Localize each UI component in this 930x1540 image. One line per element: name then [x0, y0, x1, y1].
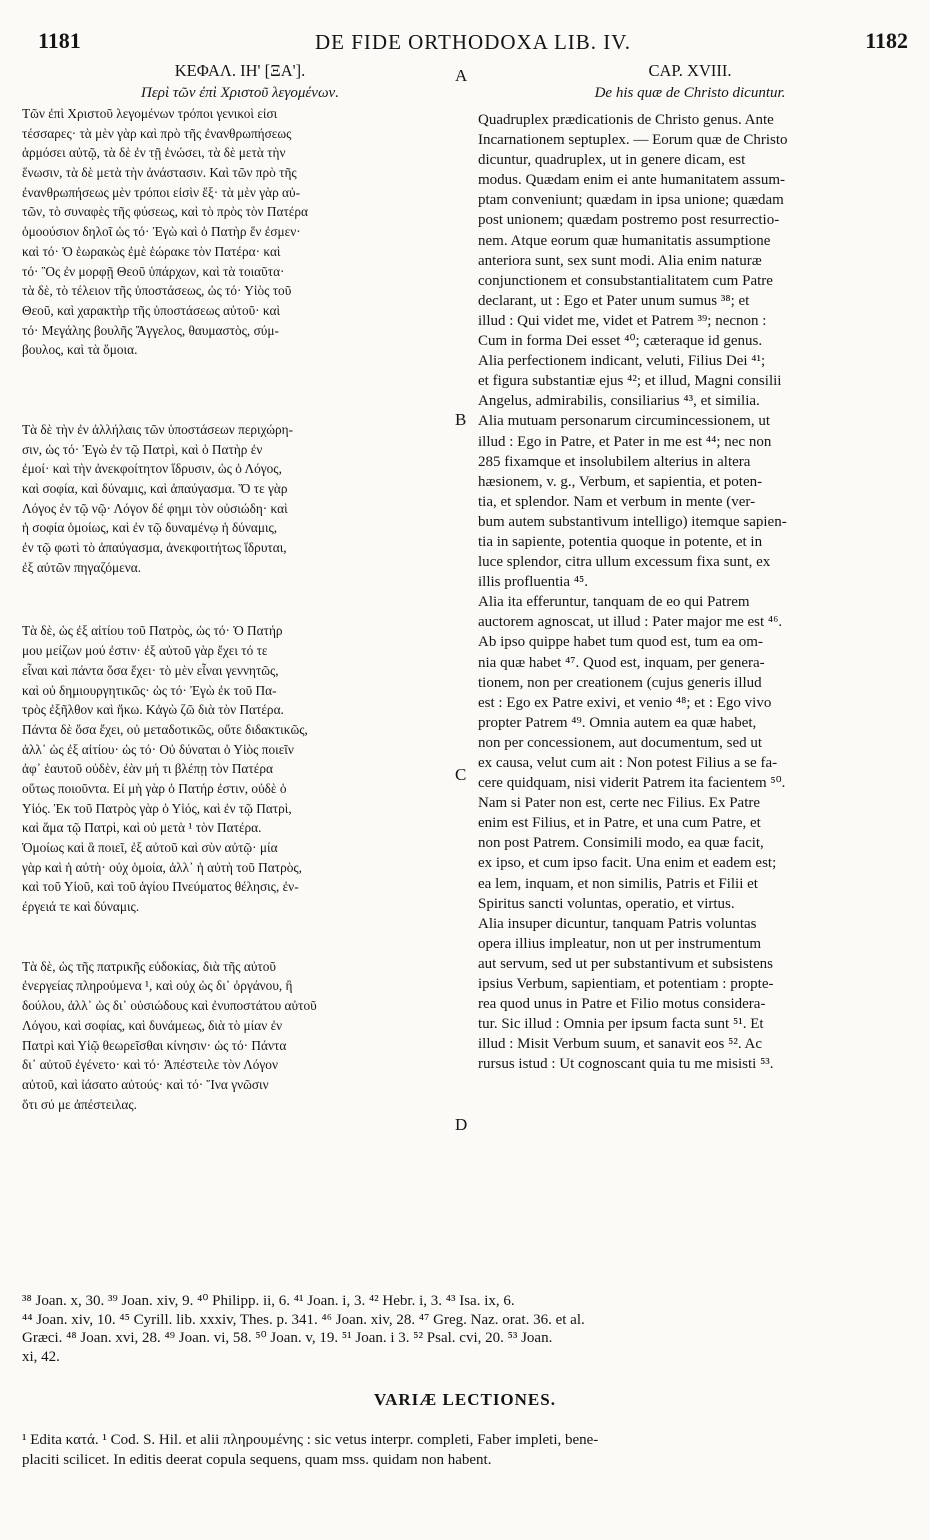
text-line: δούλου, ἀλλ᾽ ὡς δι᾽ οὐσιώδους καὶ ἐνυποστάτου αὐτοῦ [22, 998, 317, 1014]
margin-letter-a: A [455, 66, 468, 85]
greek-paragraph [22, 104, 458, 360]
text-line-with-column-number: 285 fixamque et insolubilem alterius in altera [478, 453, 751, 470]
text-line: Λόγος ἐν τῷ νῷ· Λόγον δέ φημι τὸν οὐσιώδη· καὶ [22, 500, 288, 516]
text-line: ex ipso, et cum ipso facit. Una enim et eadem est; [478, 855, 777, 872]
text-line: ἐνεργείας πληρούμενα ¹, καὶ οὐχ ὡς δι᾽ ὀργάνου, ἢ [22, 978, 293, 994]
text-line: Θεοῦ, καὶ χαρακτὴρ τῆς ὑποστάσεως αὐτοῦ· καὶ [22, 302, 281, 318]
text-line: tur. Sic illud : Omnia per ipsum facta sunt ⁵¹. Et [478, 1016, 764, 1033]
text-line: Incarnationem septuplex. — Eorum quæ de Christo [478, 132, 788, 149]
text-line: Πατρὶ καὶ Υἱῷ θεωρεῖσθαι κίνησιν· ὡς τό· Πάντα [22, 1037, 287, 1053]
footnotes [22, 1292, 912, 1366]
text-line: καὶ ἅμα τῷ Πατρὶ, καὶ οὐ μετὰ ¹ τὸν Πατέρα. [22, 820, 262, 836]
latin-column [478, 60, 902, 1075]
variae-lectiones [22, 1430, 912, 1470]
footnote-line: xi, 42. [22, 1348, 60, 1365]
text-line: ἀλλ᾽ ὡς ἐξ αἰτίου· ὡς τό· Οὐ δύναται ὁ Υἱὸς ποιεῖν [22, 741, 294, 757]
greek-paragraph [22, 957, 458, 1115]
margin-letter-c: C [455, 765, 467, 784]
text-line: τῶν, τὸ συναφὲς τῆς φύσεως, καὶ τὸ πρὸς τὸν Πατέρα [22, 204, 308, 220]
text-line: modus. Quædam enim ei ante humanitatem assum- [478, 172, 786, 189]
text-line: dicuntur, quadruplex, ut in genere dicam, est [478, 152, 746, 169]
text-line: tia, et splendor. Nam et verbum in mente (ver- [478, 493, 756, 510]
text-line: τό· Ὃς ἐν μορφῇ Θεοῦ ὑπάρχων, καὶ τὰ τοιαῦτα· [22, 263, 285, 279]
text-line: ea lem, inquam, et non similis, Patris et Filii et [478, 875, 758, 892]
text-line: Τὰ δὲ τὴν ἐν ἀλλήλαις τῶν ὑποστάσεων περιχώρη- [22, 421, 294, 437]
text-line: Alia ita efferuntur, tanquam de eo qui Patrem [478, 594, 750, 611]
text-line: ipsius Verbum, sapientiam, et potentiam : propte- [478, 976, 774, 993]
text-line: Τὰ δὲ, ὡς τῆς πατρικῆς εὐδοκίας, διὰ τῆς αὐτοῦ [22, 958, 277, 974]
text-line: ὁμοούσιον δηλοῖ ὡς τό· Ἐγὼ καὶ ὁ Πατὴρ ἕν ἐσμεν· [22, 224, 301, 240]
text-line: ἐν τῷ φωτὶ τὸ ἀπαύγασμα, ἀνεκφοιτήτως ἵδρυται, [22, 540, 287, 556]
text-line: βουλος, καὶ τὰ ὅμοια. [22, 342, 138, 358]
text-line: enim est Filius, et in Patre, et una cum Patre, et [478, 815, 761, 832]
text-line: Τῶν ἐπὶ Χριστοῦ λεγομένων τρόποι γενικοὶ εἰσι [22, 106, 278, 121]
text-line: post unionem; quædam postremo post resurrectio- [478, 212, 780, 229]
text-line: ἐμοί· καὶ τὴν ἀνεκφοίτητον ἵδρυσιν, ὡς ὁ Λόγος, [22, 461, 282, 477]
text-line: Ὁμοίως καὶ ἃ ποιεῖ, ἐξ αὐτοῦ καὶ σὺν αὐτῷ· μία [22, 840, 278, 855]
text-line: Πάντα δὲ ὅσα ἔχει, οὐ μεταδοτικῶς, οὔτε διδακτικῶς, [22, 721, 308, 737]
text-line: τρὸς ἐξῆλθον καὶ ἥκω. Κἀγὼ ζῶ διὰ τὸν Πατέρα. [22, 702, 284, 718]
text-line: ἕνωσιν, τὰ δὲ μετὰ τὴν ἀνάστασιν. Καὶ τῶν πρὸ τῆς [22, 165, 297, 181]
greek-chapter-subtitle: Περὶ τῶν ἐπὶ Χριστοῦ λεγομένων. [141, 85, 339, 101]
text-line: conjunctionem et consubstantialitatem cum Patre [478, 272, 773, 289]
text-line: non post Patrem. Consimili modo, ea quæ facit, [478, 835, 764, 852]
variant-line: ¹ Edita κατά. ¹ Cod. S. Hil. et alii πληρουμένης : sic vetus interpr. completi, Faber impleti, bene- [22, 1432, 599, 1448]
text-line: καὶ οὐ δημιουργητικῶς· ὡς τό· Ἐγὼ ἐκ τοῦ Πα- [22, 682, 277, 698]
text-line: σιν, ὡς τό· Ἐγὼ ἐν τῷ Πατρὶ, καὶ ὁ Πατὴρ ἐν [22, 441, 263, 457]
footnote-line: ⁴⁴ Joan. xiv, 10. ⁴⁵ Cyrill. lib. xxxiv, Thes. p. 341. ⁴⁶ Joan. xiv, 28. ⁴⁷ Greg. Naz. orat. 36. et al. [22, 1311, 585, 1328]
text-line: non per concessionem, aut documentum, sed ut [478, 734, 763, 751]
text-line: illud : Misit Verbum suum, et sanavit eos ⁵². Ac [478, 1036, 763, 1053]
margin-letter-d: D [455, 1115, 468, 1134]
running-title: DE FIDE ORTHODOXA LIB. IV. [314, 30, 631, 54]
text-line: τὰ δὲ, τὸ τέλειον τῆς ὑποστάσεως, ὡς τό· Υἱὸς τοῦ [22, 283, 292, 299]
text-line: illis profluentia ⁴⁵. [478, 574, 589, 591]
text-line: nem. Atque eorum quæ humanitatis assumptione [478, 232, 771, 249]
text-line: ἡ σοφία ὁμοίως, καὶ ἐν τῷ δυναμένῳ ἡ δύναμις, [22, 520, 278, 536]
text-line: ἐνανθρωπήσεως μὲν τρόποι εἰσὶν ἕξ· τὰ μὲν γὰρ αὐ- [22, 184, 301, 200]
greek-chapter-heading: ΚΕΦΑΛ. ΙΗ' [ΞΑ']. [174, 61, 306, 80]
text-line: Alia insuper dicuntur, tanquam Patris voluntas [478, 915, 757, 932]
text-line: τό· Μεγάλης βουλῆς Ἄγγελος, θαυμαστὸς, σύμ- [22, 322, 279, 338]
text-line: Alia perfectionem indicant, veluti, Filius Dei ⁴¹; [478, 353, 766, 370]
text-line: Cum in forma Dei esset ⁴⁰; cæteraque id genus. [478, 333, 763, 350]
text-line: tionem, non per creationem (cujus generis illud [478, 674, 762, 691]
text-line: Υἱός. Ἐκ τοῦ Πατρὸς γὰρ ὁ Υἱός, καὶ ἐν τῷ Πατρὶ, [22, 800, 292, 816]
text-line: ὅτι σύ με ἀπέστειλας. [22, 1096, 137, 1112]
text-line: aut servum, sed ut per substantivum et subsistens [478, 955, 773, 972]
text-line: Alia mutuam personarum circumincessionem, ut [478, 413, 771, 430]
latin-chapter-heading: CAP. XVIII. [648, 61, 732, 80]
text-line: καὶ τό· Ὁ ἑωρακὼς ἐμὲ ἑώρακε τὸν Πατέρα· καὶ [22, 243, 281, 259]
text-line: Quadruplex prædicationis de Christo genus. Ante [478, 112, 774, 128]
text-line: ἀφ᾽ ἑαυτοῦ οὐδὲν, ἐὰν μή τι βλέπῃ τὸν Πατέρα [22, 761, 273, 777]
text-line: γὰρ καὶ ἡ αὐτὴ· οὐχ ὁμοία, ἀλλ᾽ ἡ αὐτὴ τοῦ Πατρὸς, [22, 859, 302, 875]
text-line: ἁρμόσει αὐτῷ, τὰ δὲ ἐν τῇ ἑνώσει, τὰ δὲ μετὰ τὴν [22, 145, 286, 161]
text-line: rea quod unus in Patre et Filio motus considera- [478, 996, 766, 1013]
text-line: luce splendor, citra ullum excessum fixa sunt, ex [478, 554, 771, 571]
text-line: est : Ego ex Patre exivi, et venio ⁴⁸; et : Ego vivo [478, 694, 772, 711]
text-line: δι᾽ αὐτοῦ ἐγένετο· καὶ τό· Ἀπέστειλε τὸν Λόγον [22, 1057, 278, 1073]
text-line: auctorem agnoscat, ut illud : Pater major me est ⁴⁶. [478, 614, 783, 631]
text-line: Ab ipso quippe habet tum quod est, tum ea om- [478, 634, 763, 651]
text-line: anteriora sunt, sex sunt modi. Alia enim naturæ [478, 252, 762, 269]
text-line: declarant, ut : Ego et Pater unum sumus ³⁸; et [478, 292, 750, 309]
greek-paragraph [22, 420, 458, 578]
text-line: αὐτοῦ, καὶ ἰάσατο αὐτούς· καὶ τό· Ἵνα γνῶσιν [22, 1076, 269, 1092]
footnote-line: ³⁸ Joan. x, 30. ³⁹ Joan. xiv, 9. ⁴⁰ Philipp. ii, 6. ⁴¹ Joan. i, 3. ⁴² Hebr. i, 3. ⁴³ Isa. ix, 6. [22, 1293, 515, 1309]
text-line: εἶναι καὶ πάντα ὅσα ἔχει· τὸ μὲν εἶναι γεννητῶς, [22, 662, 279, 678]
text-line: έργειά τε καὶ δύναμις. [22, 899, 140, 915]
text-line: opera illius impleatur, non ut per instrumentum [478, 935, 762, 952]
text-line: καὶ τοῦ Υἱοῦ, καὶ τοῦ ἁγίου Πνεύματος θέλησις, ἐν- [22, 879, 299, 895]
variant-line: placiti scilicet. In editis deerat copula sequens, quam mss. quidam non habent. [22, 1452, 492, 1468]
text-line: illud : Ego in Patre, et Pater in me est ⁴⁴; nec non [478, 433, 772, 450]
greek-column [22, 60, 458, 1114]
text-line: ἐξ αὐτῶν πηγαζόμενα. [22, 559, 142, 575]
text-line: propter Patrem ⁴⁹. Omnia autem ea quæ habet, [478, 714, 757, 731]
text-line: Nam si Pater non est, certe nec Filius. Ex Patre [478, 795, 761, 812]
text-line: ex causa, velut cum ait : Non potest Filius a se fa- [478, 755, 778, 771]
text-line: οὕτως ποιοῦντα. Εἰ μὴ γὰρ ὁ Πατήρ ἐστιν, οὐδὲ ὁ [22, 780, 287, 796]
text-line: nia quæ habet ⁴⁷. Quod est, inquam, per genera- [478, 654, 765, 671]
text-line: ptam conveniunt; quædam in ipsa unione; quædam [478, 192, 784, 209]
latin-chapter-subtitle: De his quæ de Christo dicuntur. [594, 85, 786, 101]
text-line: τέσσαρες· τὰ μὲν γὰρ καὶ πρὸ τῆς ἐνανθρωπήσεως [22, 125, 292, 141]
text-line: bum autem substantivum intelligo) itemque sapien- [478, 513, 787, 530]
text-line: Angelus, admirabilis, consiliarius ⁴³, et similia. [478, 393, 760, 410]
page-number-right: 1182 [865, 28, 908, 53]
text-line: Spiritus sancti voluntas, operatio, et virtus. [478, 895, 735, 912]
text-line: μου μείζων μού ἐστιν· ἐξ αὐτοῦ γὰρ ἔχει τό τε [22, 643, 268, 659]
text-line: illud : Qui videt me, videt et Patrem ³⁹; necnon : [478, 312, 767, 329]
running-header [38, 28, 908, 60]
text-line: Τὰ δὲ, ὡς ἐξ αἰτίου τοῦ Πατρὸς, ὡς τό· Ὁ Πατήρ [22, 623, 283, 639]
text-line: tia in sapiente, potentia quoque in potente, et in [478, 533, 763, 550]
text-line: καὶ σοφία, καὶ δύναμις, καὶ ἀπαύγασμα. Ὅ τε γὰρ [22, 481, 288, 496]
greek-paragraph [22, 621, 458, 916]
text-line: et figura substantiæ ejus ⁴²; et illud, Magni consilii [478, 373, 782, 390]
page-number-left: 1181 [38, 28, 81, 53]
footnote-line: Græci. ⁴⁸ Joan. xvi, 28. ⁴⁹ Joan. vi, 58. ⁵⁰ Joan. v, 19. ⁵¹ Joan. i 3. ⁵² Psal. cvi, 20. ⁵³ Joan. [22, 1330, 553, 1346]
text-line: rursus istud : Ut cognoscant quia tu me misisti ⁵³. [478, 1056, 774, 1073]
margin-letter-b: B [455, 410, 467, 429]
text-line: hæsionem, v. g., Verbum, et sapientia, et poten- [478, 473, 763, 490]
text-line: cere quidquam, nisi viderit Patrem ita facientem ⁵⁰. [478, 775, 786, 792]
variae-lectiones-heading: VARIÆ LECTIONES. [374, 1390, 556, 1409]
text-line: Λόγου, καὶ σοφίας, καὶ δυνάμεως, διὰ τὸ μίαν ἐν [22, 1017, 283, 1033]
